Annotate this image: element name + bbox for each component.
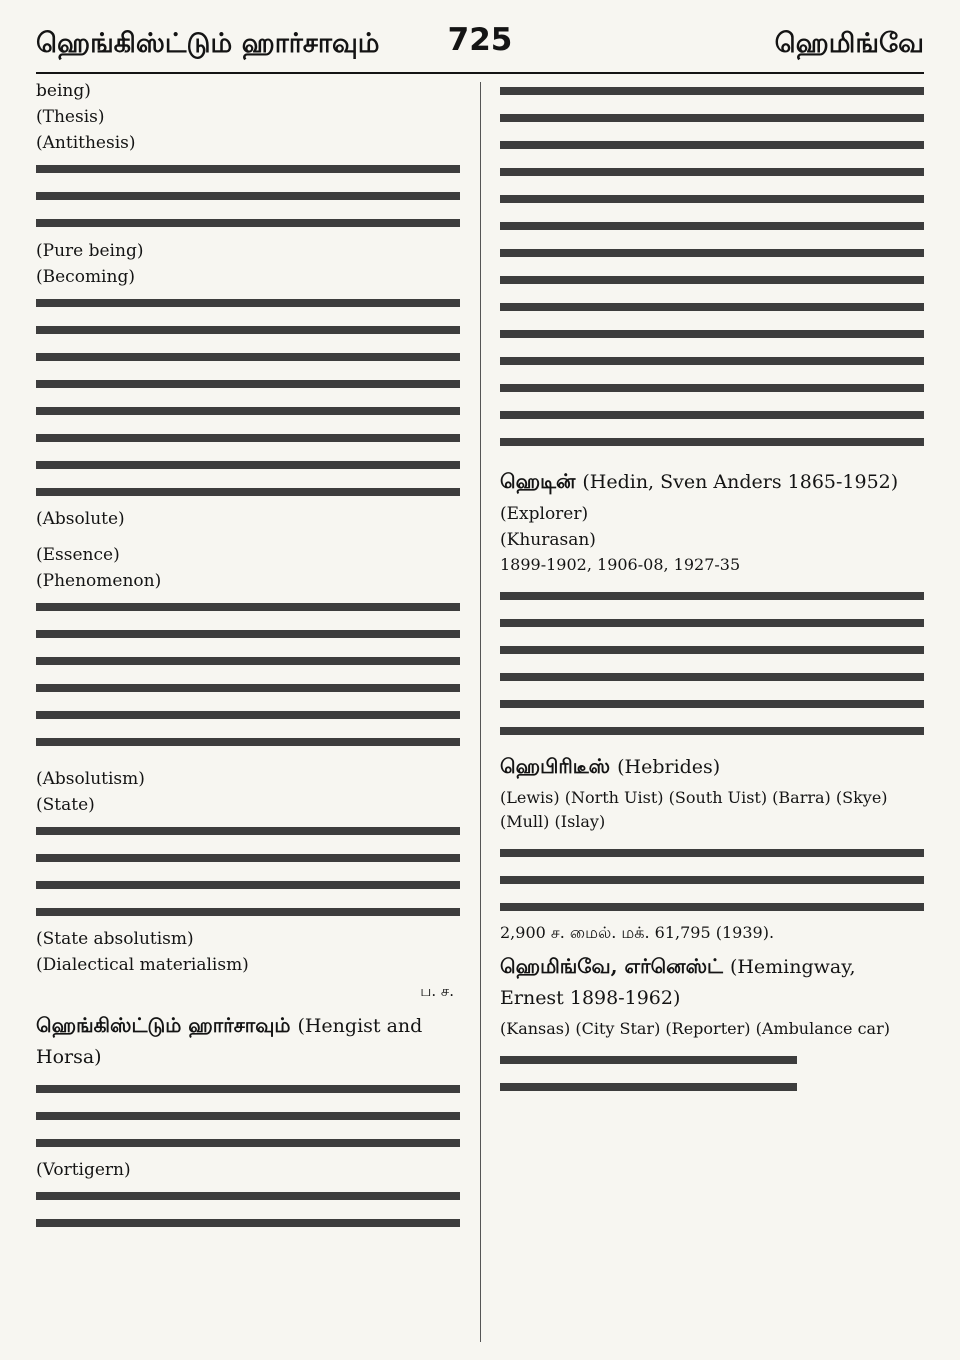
place-name: (Islay) <box>554 812 606 831</box>
entry-headword <box>36 1010 460 1072</box>
place-names <box>500 786 924 834</box>
headword-tamil: ஹெங்கிஸ்ட்டும் ஹார்சாவும் <box>36 1013 291 1037</box>
english-term: (State absolutism) <box>36 929 194 949</box>
headword-tamil: ஹெபிரிடீஸ் <box>500 754 611 778</box>
entry-headword <box>500 751 924 782</box>
text-lines <box>500 840 924 921</box>
english-term: (Ambulance car) <box>755 1019 890 1038</box>
headword-english: (Hedin, Sven Anders 1865-1952) <box>582 471 899 493</box>
text-lines <box>36 818 460 926</box>
header-left-title: ஹெங்கிஸ்ட்டும் ஹார்சாவும் <box>36 28 380 59</box>
paragraph <box>500 78 924 456</box>
english-term: (Essence) <box>36 545 120 565</box>
paragraph <box>36 104 460 228</box>
area-population: 2,900 ச. மைல். மக். 61,795 (1939). <box>500 923 775 942</box>
english-term: (Pure being) <box>36 241 144 261</box>
left-column <box>36 78 460 1348</box>
place-name: (North Uist) <box>564 788 664 807</box>
opening-word: being) <box>36 81 91 101</box>
text-lines <box>36 290 460 506</box>
headword-english: (Hengist and Horsa) <box>36 1015 423 1068</box>
two-column-body <box>36 78 924 1348</box>
paragraph <box>36 766 460 978</box>
english-term: (Antithesis) <box>36 133 136 153</box>
column-divider <box>480 82 481 1342</box>
text-lines <box>36 1076 460 1157</box>
english-term: (Kansas) <box>500 1019 571 1038</box>
place-name: (South Uist) <box>668 788 768 807</box>
english-term: (Absolute) <box>36 509 125 529</box>
text-lines <box>36 156 460 228</box>
place-name: (Barra) <box>772 788 831 807</box>
entry-headword <box>500 466 924 497</box>
paragraph <box>36 238 460 532</box>
year-list: 1899-1902, 1906-08, 1927-35 <box>500 555 741 574</box>
headword-tamil: ஹெடின் <box>500 469 576 493</box>
english-term: (Reporter) <box>665 1019 751 1038</box>
place-name: (Mull) <box>500 812 550 831</box>
headword-english: (Hemingway, Ernest 1898-1962) <box>500 956 856 1009</box>
english-term: (Absolutism) <box>36 769 145 789</box>
text-lines <box>500 1047 797 1101</box>
english-term: (Khurasan) <box>500 530 596 550</box>
place-name: (Lewis) <box>500 788 560 807</box>
text-lines <box>36 594 460 756</box>
english-term: (City Star) <box>575 1019 661 1038</box>
english-term: (Becoming) <box>36 267 135 287</box>
text-lines <box>36 1183 460 1237</box>
english-term: (Thesis) <box>36 107 105 127</box>
paragraph <box>36 542 460 756</box>
headword-tamil: ஹெமிங்வே, எர்னெஸ்ட் <box>500 954 723 978</box>
place-name: (Skye) <box>835 788 888 807</box>
author-initials: ப. ச. <box>420 982 454 1000</box>
text-lines <box>500 78 924 456</box>
english-term: (Phenomenon) <box>36 571 162 591</box>
page-number: 725 <box>447 22 513 58</box>
english-term: (State) <box>36 795 95 815</box>
english-term: (Explorer) <box>500 504 589 524</box>
running-header <box>36 22 924 74</box>
english-terms <box>500 1017 924 1041</box>
right-column <box>500 78 924 1348</box>
english-term: (Dialectical materialism) <box>36 955 249 975</box>
text-lines <box>500 583 924 745</box>
english-term: (Vortigern) <box>36 1160 131 1180</box>
entry-headword <box>500 951 924 1013</box>
header-right-title: ஹெமிங்வே <box>774 28 924 59</box>
headword-english: (Hebrides) <box>617 756 721 778</box>
